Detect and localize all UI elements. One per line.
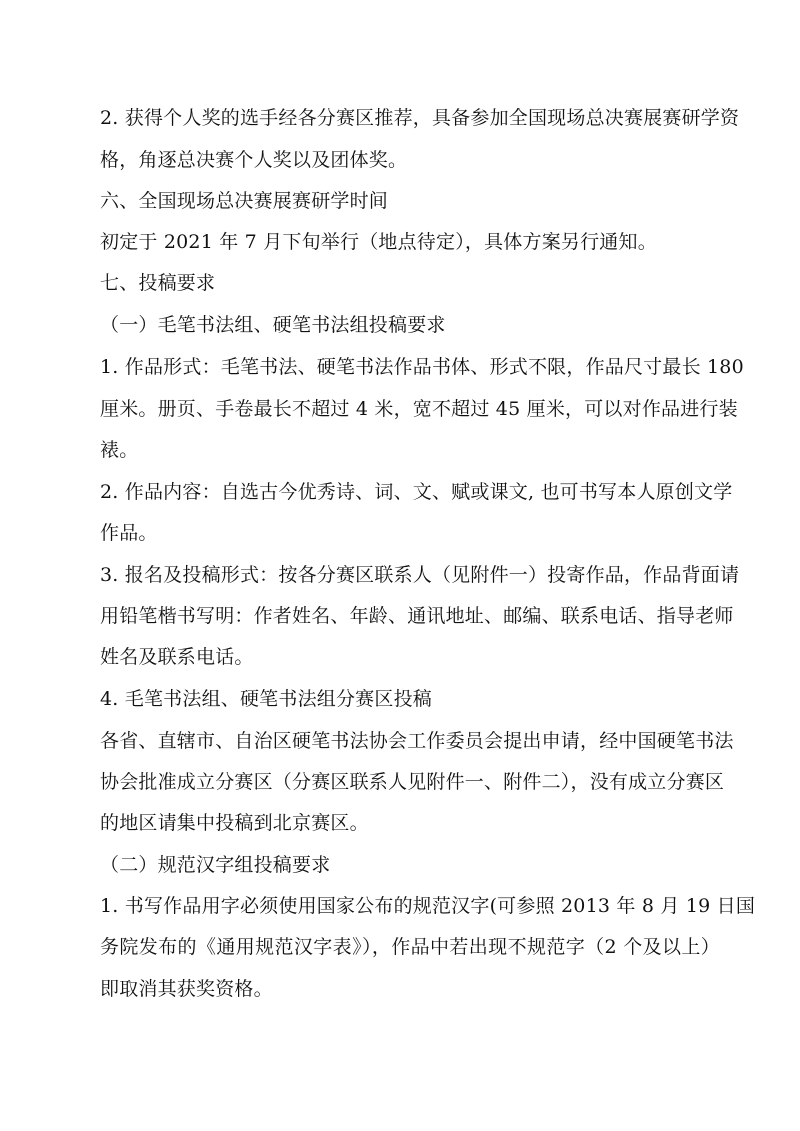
text-line: 4. 毛笔书法组、硬笔书法组分赛区投稿: [100, 688, 432, 710]
text-line: 协会批准成立分赛区（分赛区联系人见附件一、附件二），没有成立分赛区: [100, 771, 725, 793]
text-line: 格，角逐总决赛个人奖以及团体奖。: [100, 149, 408, 171]
text-line: 姓名及联系电话。: [100, 646, 254, 668]
text-line: 用铅笔楷书写明：作者姓名、年龄、通讯地址、邮编、联系电话、指导老师: [100, 605, 734, 627]
text-line: （一）毛笔书法组、硬笔书法组投稿要求: [100, 314, 446, 336]
text-line: 1. 作品形式：毛笔书法、硬笔书法作品书体、形式不限，作品尺寸最长 180: [100, 356, 744, 378]
text-line: 的地区请集中投稿到北京赛区。: [100, 812, 369, 834]
text-line: 七、投稿要求: [100, 272, 216, 294]
text-line: 作品。: [100, 522, 158, 544]
text-line: 2. 获得个人奖的选手经各分赛区推荐，具备参加全国现场总决赛展赛研学资: [100, 107, 740, 129]
text-line: 厘米。册页、手卷最长不超过 4 米，宽不超过 45 厘米，可以对作品进行装: [100, 398, 738, 420]
text-line: 六、全国现场总决赛展赛研学时间: [100, 190, 389, 212]
text-line: 裱。: [100, 439, 139, 461]
text-line: （二）规范汉字组投稿要求: [100, 854, 331, 876]
text-line: 1. 书写作品用字必须使用国家公布的规范汉字(可参照 2013 年 8 月 19 日国: [100, 895, 756, 917]
text-line: 初定于 2021 年 7 月下旬举行（地点待定），具体方案另行通知。: [100, 231, 657, 253]
text-line: 务院发布的《通用规范汉字表》），作品中若出现不规范字（2 个及以上）: [100, 936, 720, 958]
text-line: 即取消其获奖资格。: [100, 978, 273, 1000]
text-line: 各省、直辖市、自治区硬笔书法协会工作委员会提出申请，经中国硬笔书法: [100, 730, 734, 752]
text-line: 2. 作品内容：自选古今优秀诗、词、文、赋或课文, 也可书写本人原创文学: [100, 481, 733, 503]
text-line: 3. 报名及投稿形式：按各分赛区联系人（见附件一）投寄作品，作品背面请: [100, 564, 740, 586]
